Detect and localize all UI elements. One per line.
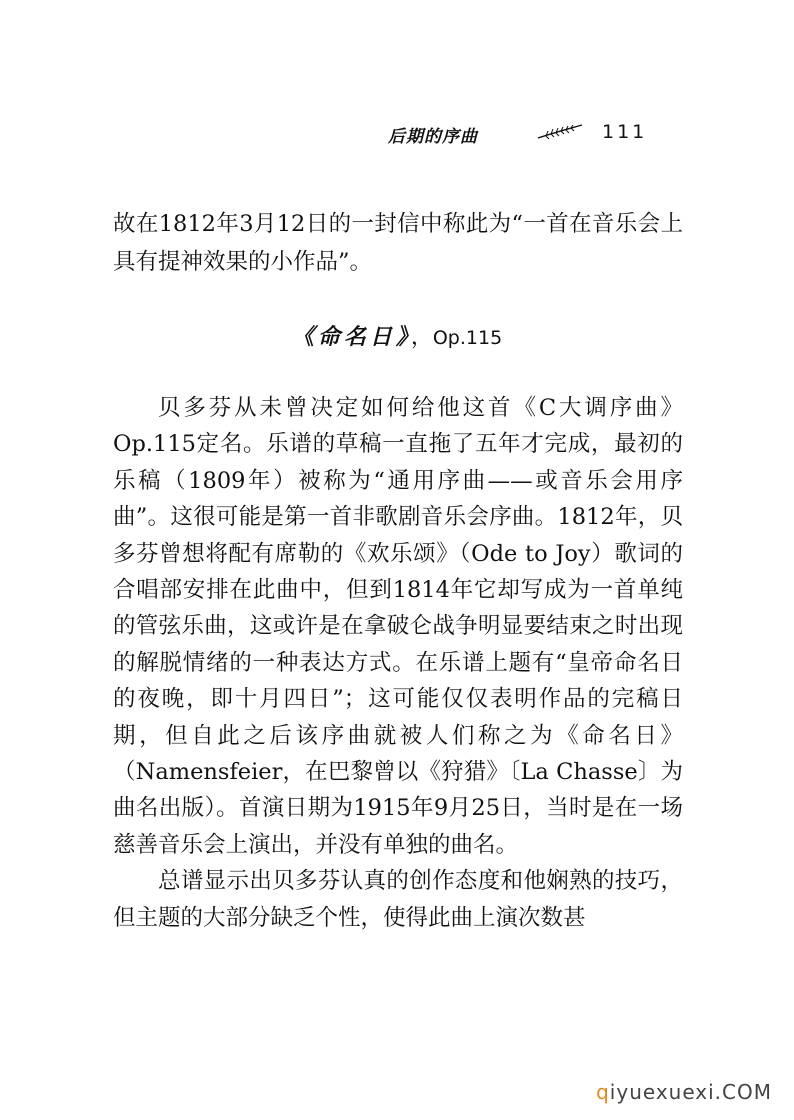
intro-paragraph: 故在1812年3月12日的一封信中称此为“一首在音乐会上具有提神效果的小作品”。 bbox=[113, 211, 683, 275]
paragraph: 总谱显示出贝多芬认真的创作态度和他娴熟的技巧，但主题的大部分缺乏个性，使得此曲上演次数甚 bbox=[113, 868, 683, 931]
running-header bbox=[0, 118, 794, 148]
section-heading bbox=[0, 322, 794, 353]
feather-ornament-icon bbox=[536, 122, 584, 142]
chapter-title: 后期的序曲 bbox=[388, 127, 478, 147]
paragraph: 贝多芬从未曾决定如何给他这首《C大调序曲》Op.115定名。乐谱的草稿一直拖了五年才完成，最初的乐稿（1809年）被称为“通用序曲——或音乐会用序曲”。这很可能是第一首非歌剧音乐会序曲。1812年，贝多芬曾想将配有席勒的《欢乐颂》（Ode to Joy）歌词的合唱部安排在此曲中，但到1814年它却写成为一首单纯的管弦乐曲，这或许是在拿破仑战争明显要结束之时出现的解脱情绪的一种表达方式。在乐谱上题有“皇帝命名日的夜晚，即十月四日”；这可能仅仅表明作品的完稿日期，但自此之后该序曲就被人们称之为《命名日》（Namensfeier，在巴黎曾以《狩猎》〔La Chasse〕为曲名出版）。首演日期为1915年9月25日，当时是在一场慈善音乐会上演出，并没有单独的曲名。 bbox=[113, 395, 683, 858]
watermark-accent-letter: q bbox=[596, 1080, 610, 1104]
intro-paragraph-block bbox=[113, 205, 683, 281]
section-title-separator: ， bbox=[410, 325, 433, 350]
watermark-text: iyuexuexi.COM bbox=[609, 1080, 772, 1104]
body-text bbox=[113, 390, 683, 936]
section-title-opus: Op.115 bbox=[432, 327, 503, 349]
page-number: 111 bbox=[602, 121, 648, 143]
section-title-chinese: 《命名日》 bbox=[291, 324, 411, 350]
site-watermark bbox=[596, 1080, 772, 1104]
